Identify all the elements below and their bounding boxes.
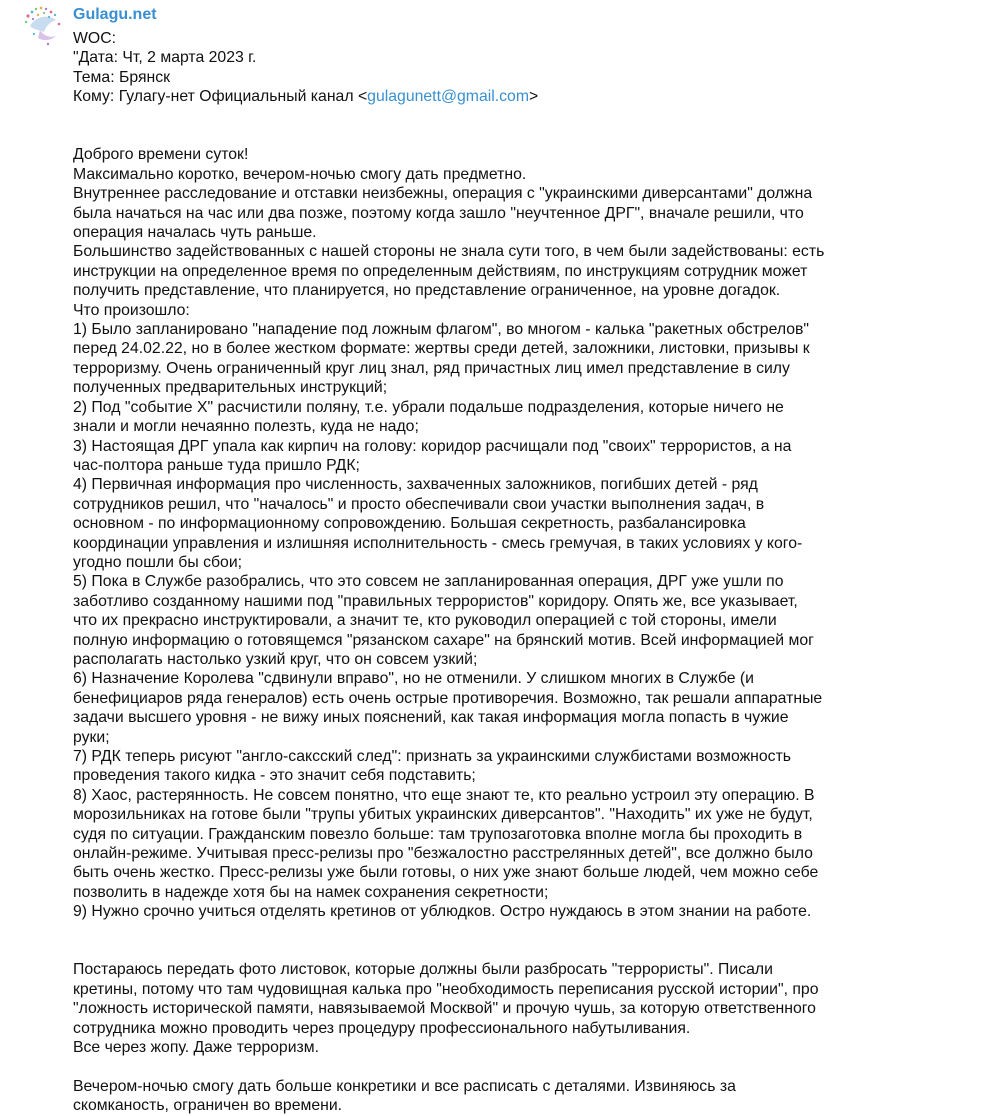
text-line: получить представление, что планируется, но представление ограниченное, на уровне догадок. bbox=[73, 282, 781, 300]
email-address-link[interactable]: gulagunett@gmail.com bbox=[367, 88, 529, 106]
recipient-suffix: > bbox=[528, 88, 539, 106]
text-line bbox=[73, 922, 973, 941]
paragraph-closing bbox=[73, 1077, 973, 1116]
message-body bbox=[73, 29, 973, 1116]
text-line: быть очень жестко. Пресс-релизы уже были готовы, о них уже знают больше людей, чем можно себе bbox=[73, 864, 819, 882]
text-line: что их прекрасно инструктировали, а значит те, кто руководил операцией с той стороны, имели bbox=[73, 612, 777, 630]
text-line: руки; bbox=[73, 728, 110, 746]
text-line: онлайн-режиме. Учитывая пресс-релизы про "безжалостно расстрелянных детей", все должно было bbox=[73, 845, 813, 863]
text-line: задачи высшего уровня - не вижу иных пояснений, как такая информация могла попасть в чужие bbox=[73, 709, 789, 727]
text-line: 5) Пока в Службе разобрались, что это совсем не запланированная операция, ДРГ уже ушли по bbox=[73, 573, 784, 591]
blank-line bbox=[73, 1057, 973, 1076]
text-line: Все через жопу. Даже терроризм. bbox=[73, 1039, 320, 1057]
text-line: Максимально коротко, вечером-ночью смогу дать предметно. bbox=[73, 165, 527, 183]
text-line: проведения такого кидка - это значит себя подставить; bbox=[73, 767, 476, 785]
text-line: полученных предварительных инструкций; bbox=[73, 379, 388, 397]
text-line: бенефициаров ряда генералов) есть очень острые противоречия. Возможно, так решали аппаратные bbox=[73, 689, 823, 707]
paragraph-main bbox=[73, 145, 973, 941]
dove-logo-icon bbox=[22, 4, 66, 48]
text-line: Внутреннее расследование и отставки неизбежны, операция с "украинскими диверсантами" должна bbox=[73, 185, 813, 203]
email-line: WOC: bbox=[73, 30, 116, 47]
text-line: была начаться на час или два позже, поэтому когда зашло "неучтенное ДРГ", вначале решили, что bbox=[73, 204, 804, 222]
text-line: координации управления и излишняя исполнительность - смесь гремучая, в таких условиях у кого- bbox=[73, 534, 803, 552]
text-line: морозильниках на готове были "трупы убитых украинских диверсантов". "Находить" их уже не будут, bbox=[73, 806, 813, 824]
text-line: 7) РДК теперь рисуют "англо-саксский след": признать за украинскими службистами возможность bbox=[73, 748, 792, 765]
text-line: заботливо созданному нашими под "правильных террористов" коридору. Опять же, все указывает, bbox=[73, 592, 798, 610]
blank-line bbox=[73, 107, 973, 126]
email-date: "Дата: Чт, 2 марта 2023 г. bbox=[73, 49, 257, 67]
text-line: "ложность исторической памяти, навязываемой Москвой" и прочую чушь, за которую ответственного bbox=[73, 1000, 816, 1018]
text-line: 8) Хаос, растерянность. Не совсем понятно, что еще знают те, кто реально устроил эту операцию. В bbox=[73, 786, 815, 804]
text-line: кретины, потому что там чудовищная калька про "необходимость переписания русской истории", про bbox=[73, 980, 819, 998]
channel-name[interactable]: Gulagu.net bbox=[73, 6, 157, 23]
blank-line bbox=[73, 941, 973, 960]
text-line: час-полтора раньше туда пришло РДК; bbox=[73, 456, 360, 474]
text-line: знали и могли нечаянно полезть, куда не надо; bbox=[73, 418, 419, 436]
text-line: угодно пошли бы сбои; bbox=[73, 553, 243, 571]
text-line: Вечером-ночью смогу дать больше конкретики и все расписать с деталями. Извиняюсь за bbox=[73, 1077, 736, 1095]
text-line: располагать настолько узкий круг, что он совсем узкий; bbox=[73, 650, 478, 668]
recipient-prefix: Кому: Гулагу-нет Официальный канал < bbox=[73, 88, 368, 106]
text-line: Доброго времени суток! bbox=[73, 146, 249, 164]
email-subject: Тема: Брянск bbox=[73, 68, 171, 86]
text-line: операция началась чуть раньше. bbox=[73, 224, 317, 242]
text-line: позволить в надежде хотя бы на намек сохранения секретности; bbox=[73, 883, 549, 901]
text-line: сотрудника можно проводить через процедуру профессионального набутыливания. bbox=[73, 1019, 691, 1037]
blank-line bbox=[73, 126, 973, 145]
email-recipient bbox=[73, 87, 973, 106]
text-line: инструкции на определенное время по определенным действиям, по инструкциям сотрудник может bbox=[73, 262, 808, 280]
text-line: 9) Нужно срочно учиться отделять кретинов от ублюдков. Остро нуждаюсь в этом знании на работе. bbox=[73, 903, 812, 921]
text-line: терроризму. Очень ограниченный круг лиц знал, ряд причастных лиц имел представление в силу bbox=[73, 359, 790, 377]
paragraph-leaflets bbox=[73, 960, 973, 1057]
text-line: Большинство задействованных с нашей стороны не знала сути того, в чем были задействованы: есть bbox=[73, 243, 825, 261]
text-line: перед 24.02.22, но в более жестком формате: жертвы среди детей, заложники, листовки, призывы к bbox=[73, 340, 810, 358]
text-line: 3) Настоящая ДРГ упала как кирпич на голову: коридор расчищали под "своих" террористов, а на bbox=[73, 437, 792, 455]
text-line: Что произошло: bbox=[73, 301, 190, 319]
text-line: скомканость, ограничен во времени. bbox=[73, 1097, 343, 1115]
text-line: 6) Назначение Королева "сдвинули вправо", но не отменили. У слишком многих в Службе (и bbox=[73, 670, 754, 688]
text-line: 1) Было запланировано "нападение под ложным флагом", во многом - калька "ракетных обстрелов" bbox=[73, 321, 810, 339]
text-line: 4) Первичная информация про численность, захваченных заложников, погибших детей - ряд bbox=[73, 476, 758, 494]
text-line: 2) Под "событие Х" расчистили поляну, т.е. убрали подальше подразделения, которые ничего не bbox=[73, 398, 784, 416]
text-line: сотрудников решил, что "началось" и просто обеспечивали свои участки выполнения задач, в bbox=[73, 495, 765, 513]
text-line: полную информацию о готовящемся "рязанском сахаре" на брянский мотив. Всей информацией мог bbox=[73, 631, 814, 649]
text-line: Постараюсь передать фото листовок, которые должны были разбросать "террористы". Писали bbox=[73, 961, 773, 979]
channel-avatar[interactable] bbox=[22, 4, 66, 48]
text-line: основном - по информационному сопровождению. Большая секретность, разбалансировка bbox=[73, 515, 746, 533]
text-line: судя по ситуации. Гражданским повезло больше: там трупозаготовка вполне могла бы проходить в bbox=[73, 825, 803, 843]
